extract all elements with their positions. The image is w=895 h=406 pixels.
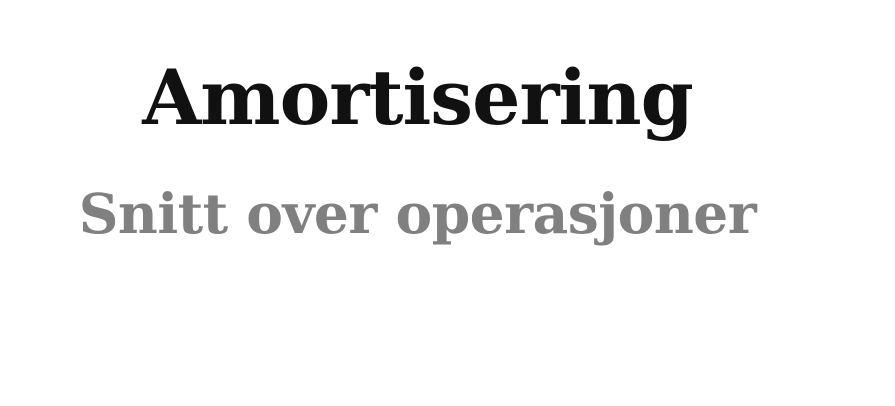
slide-subtitle: Snitt over operasjoner	[78, 181, 757, 246]
slide-title: Amortisering	[142, 53, 693, 142]
